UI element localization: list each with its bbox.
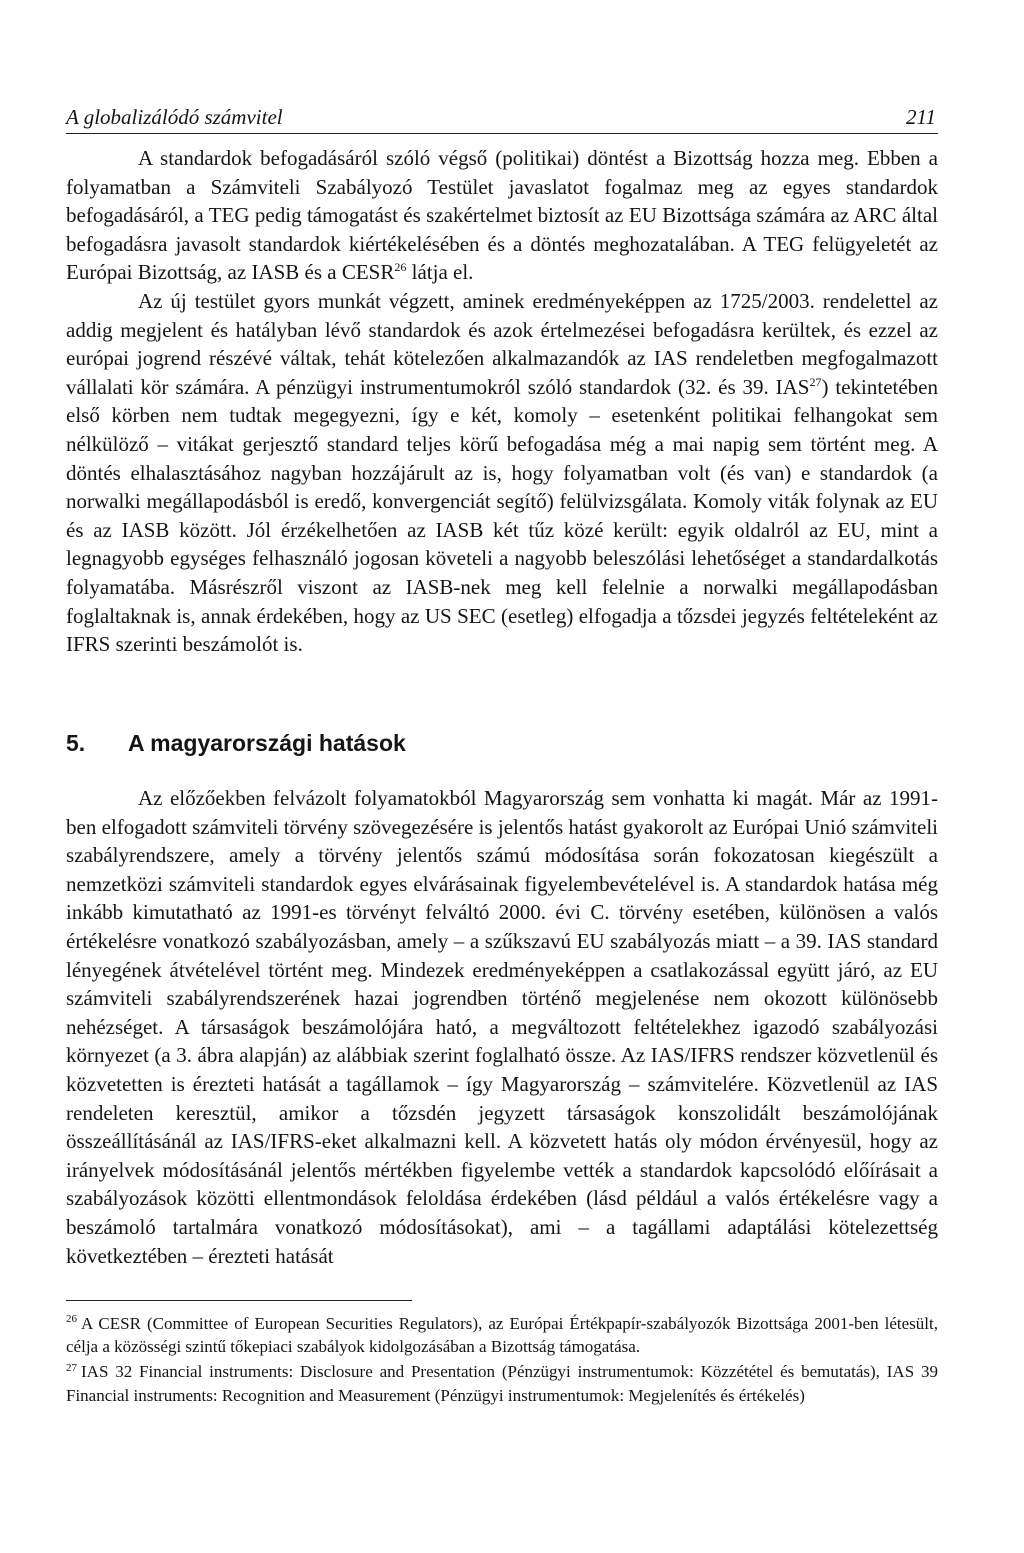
footnote-ref-26[interactable]: 26 (394, 260, 407, 275)
paragraph (66, 144, 938, 287)
paragraph: Az előzőekben felvázolt folyamatokból Magyarország sem vonhatta ki magát. Már az 1991-ben elfogadott számviteli törvény szövegezésére is jelentős hatást gyakorolt az Európai Unió számviteli szabályrendszere, amely a törvény jelentős számú módosítása során fokozatosan kiegészült a nemzetközi számviteli standardok egyes elvárásainak figyelembevételével is. A standardok hatása még inkább kimutatható az 1991-es törvényt felváltó 2000. évi C. törvény esetében, különösen a valós értékelésre vonatkozó szabályozásban, amely – a szűkszavú EU szabályozás miatt – a 39. IAS standard lényegének átvételével történt meg. Mindezek eredményeképpen a csatlakozással együtt járó, az EU számviteli szabályrendszerének hazai jogrendben történő megjelenése nem okozott különösebb nehézséget. A társaságok beszámolójára ható, a megváltozott feltételekhez igazodó szabályozási környezet (a 3. ábra alapján) az alábbiak szerint foglalható össze. Az IAS/IFRS rendszer közvetlenül és közvetetten is érezteti hatását a tagállamok – így Magyarország – számvitelére. Közvetlenül az IAS rendeleten keresztül, amikor a tőzsdén jegyzett társaságok konszolidált beszámolójának összeállításánál az IAS/IFRS-eket alkalmazni kell. A közvetett hatás oly módon érvényesül, hogy az irányelvek módosításánál jelentős mértékben figyelembe vették a standardok kapcsolódó előírásait a szabályozások közötti ellentmondások feloldása érdekében (lásd például a valós értékelésre vagy a beszámoló tartalmára vonatkozó módosításokat), ami – a tagállami adaptálási kötelezettség következtében – érezteti hatását (66, 786, 938, 1268)
footnote-27 (66, 1360, 938, 1406)
footnote-ref-27[interactable]: 27 (809, 374, 822, 389)
section-body-2 (66, 784, 938, 1270)
running-title: A globalizálódó számvitel (66, 105, 283, 129)
running-header (66, 103, 938, 134)
paragraph-text-tail: ) tekintetében első körben nem tudtak megegyezni, így e két, komoly – esetenként politikai felhangokat sem nélkülöző – vitákat gerjesztő standard teljes körű befogadása még a mai napig sem történt meg. A döntés elhalasztásához nagyban hozzájárult az is, hogy folyamatban volt (és van) e standardok (a norwalki megállapodásból is eredő, konvergenciát segítő) felülvizsgálata. Komoly viták folynak az EU és az IASB között. Jól érzékelhetően az IASB két tűz közé került: egyik oldalról az EU, mint a legnagyobb egységes felhasználó jogosan követeli a nagyobb beleszólási lehetőséget a standardalkotás folyamatába. Másrészről viszont az IASB-nek meg kell felelnie a norwalki megállapodásban foglaltaknak is, annak érdekében, hogy az US SEC (esetleg) elfogadja a tőzsdei jegyzés feltételeként az IFRS szerinti beszámolót is. (66, 374, 938, 657)
footnote-divider (66, 1300, 412, 1301)
section-heading (66, 730, 406, 757)
footnote-26 (66, 1312, 938, 1358)
footnote-text: IAS 32 Financial instruments: Disclosure and Presentation (Pénzügyi instrumentumok: Közzététel és bemutatás), IAS 39 Financial instruments: Recognition and Measurement (Pénzügyi instrumentumok: Megjelenítés és értékelés) (66, 1362, 938, 1405)
paragraph-text-tail: látja el. (406, 260, 474, 285)
footnote-mark: 26 (66, 1313, 77, 1326)
footnotes (66, 1312, 938, 1409)
paragraph-text: Az új testület gyors munkát végzett, aminek eredményeképpen az 1725/2003. rendelettel az addig megjelent és hatályban lévő standardok és azok értelmezései befogadásra kerültek, és ezzel az európai jogrend részévé váltak, tehát kötelezően alkalmazandók az IAS rendeletben megfogalmazott vállalati kör számára. A pénzügyi instrumentumokról szóló standardok (32. és 39. IAS (66, 288, 938, 399)
section-title: A magyarországi hatások (128, 730, 406, 756)
section-number: 5. (66, 730, 86, 756)
page-number: 211 (906, 105, 936, 129)
section-body-1 (66, 144, 938, 659)
footnote-mark: 27 (66, 1361, 77, 1374)
paragraph (66, 287, 938, 659)
paragraph-text: A standardok befogadásáról szóló végső (politikai) döntést a Bizottság hozza meg. Ebben a folyamatban a Számviteli Szabályozó Testület javaslatot fogalmaz meg az egyes standardok befogadásáról, a TEG pedig támogatást és szakértelmet biztosít az EU Bizottsága számára az ARC által befogadásra javasolt standardok kiértékelésében és a döntés meghozatalában. A TEG felügyeletét az Európai Bizottság, az IASB és a CESR (66, 146, 938, 285)
footnote-text: A CESR (Committee of European Securities Regulators), az Európai Értékpapír-szabályozók Bizottsága 2001-ben létesült, célja a közösségi szintű tőkepiaci szabályok kidolgozásában a Bizottság támogatása. (66, 1314, 938, 1357)
